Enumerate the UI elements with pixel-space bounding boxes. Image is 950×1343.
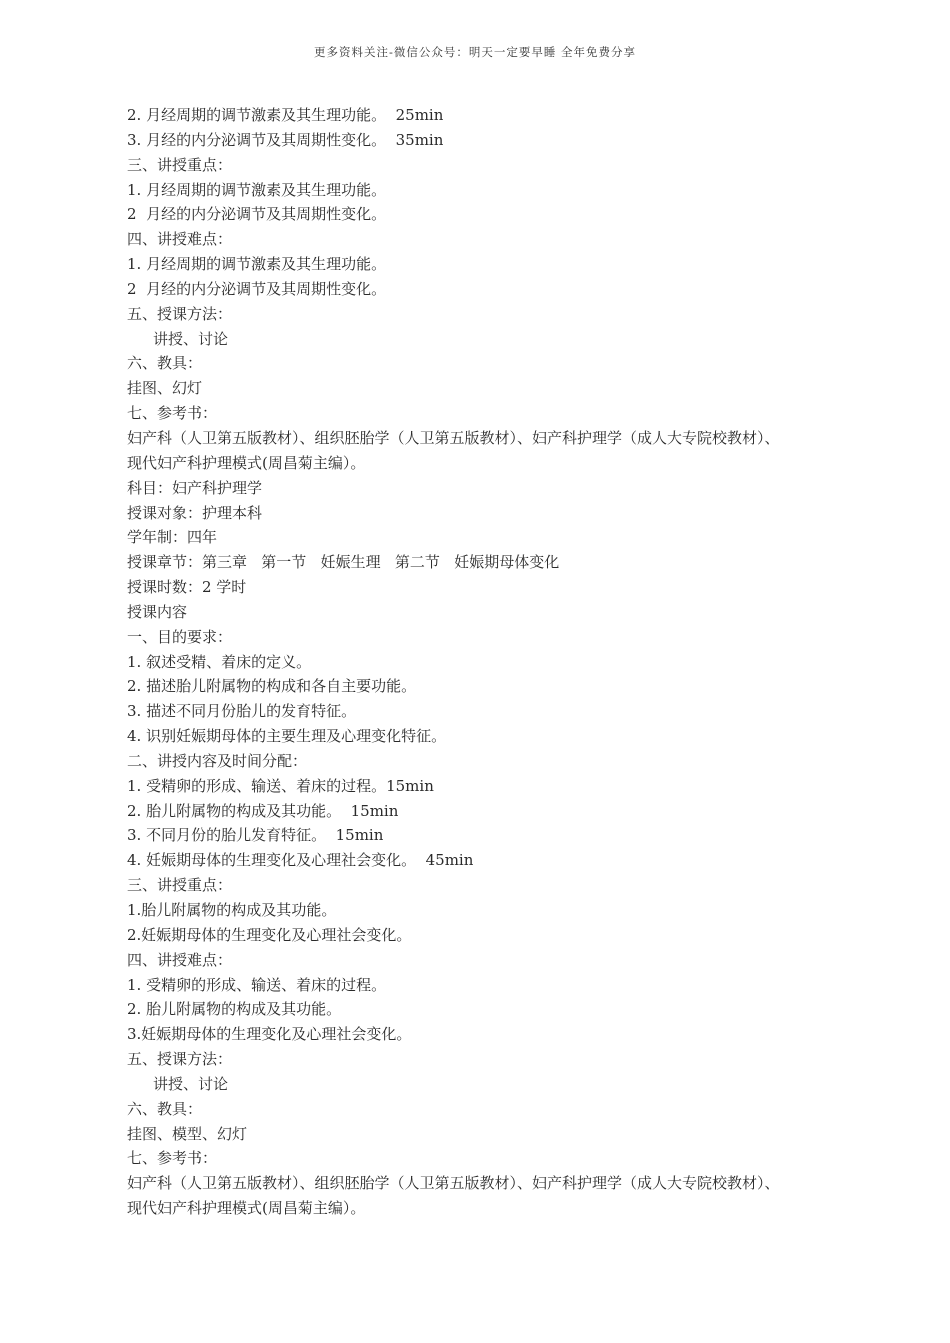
- page-header: 更多资料关注-微信公众号：明天一定要早睡 全年免费分享: [313, 45, 637, 59]
- text-line: 授课对象：护理本科: [127, 503, 263, 522]
- text-line: 授课内容: [127, 602, 188, 621]
- text-line: 2 月经的内分泌调节及其周期性变化。: [127, 205, 387, 224]
- text-line: 3. 描述不同月份胎儿的发育特征。: [127, 702, 357, 721]
- text-line: 2.妊娠期母体的生理变化及心理社会变化。: [127, 925, 412, 944]
- text-line: 1. 受精卵的形成、输送、着床的过程。: [127, 975, 387, 994]
- text-line: 1. 月经周期的调节激素及其生理功能。: [127, 255, 387, 274]
- text-line: 现代妇产科护理模式(周昌菊主编）。: [127, 1199, 366, 1218]
- document-body: [127, 103, 847, 1221]
- section-heading: 四、讲授难点：: [127, 230, 233, 249]
- text-line: 2. 胎儿附属物的构成及其功能。: [127, 1000, 342, 1019]
- text-line: 授课时数：2 学时: [127, 578, 247, 597]
- text-line: 学年制：四年: [127, 528, 218, 547]
- text-line: 3.妊娠期母体的生理变化及心理社会变化。: [127, 1025, 412, 1044]
- section-heading: 七、参考书：: [127, 1149, 218, 1168]
- text-line: 挂图、模型、幻灯: [127, 1124, 248, 1143]
- text-line: 2. 胎儿附属物的构成及其功能。 15min: [127, 801, 399, 820]
- text-line: 3. 月经的内分泌调节及其周期性变化。 35min: [127, 130, 444, 149]
- text-line: 授课章节：第三章 第一节 妊娠生理 第二节 妊娠期母体变化: [127, 553, 560, 572]
- text-line: 妇产科（人卫第五版教材）、组织胚胎学（人卫第五版教材）、妇产科护理学（成人大专院校教材）、: [127, 1174, 780, 1193]
- text-line: 4. 识别妊娠期母体的主要生理及心理变化特征。: [127, 727, 447, 746]
- text-line: 2 月经的内分泌调节及其周期性变化。: [127, 279, 387, 298]
- section-heading: 五、授课方法：: [127, 304, 233, 323]
- text-line: 1. 叙述受精、着床的定义。: [127, 652, 312, 671]
- text-line: 3. 不同月份的胎儿发育特征。 15min: [127, 826, 384, 845]
- section-heading: 三、讲授重点：: [127, 876, 233, 895]
- text-line: 1.胎儿附属物的构成及其功能。: [127, 901, 337, 919]
- text-line: 现代妇产科护理模式(周昌菊主编）。: [127, 453, 366, 472]
- section-heading: 四、讲授难点：: [127, 950, 233, 969]
- text-line: 1. 月经周期的调节激素及其生理功能。: [127, 180, 387, 199]
- text-line: 2. 月经周期的调节激素及其生理功能。 25min: [127, 106, 444, 124]
- text-line: 妇产科（人卫第五版教材）、组织胚胎学（人卫第五版教材）、妇产科护理学（成人大专院校教材）、: [127, 428, 780, 447]
- text-line: 讲授、讨论: [153, 329, 229, 348]
- section-heading: 一、目的要求：: [127, 627, 233, 646]
- text-line: 1. 受精卵的形成、输送、着床的过程。15min: [127, 776, 434, 795]
- text-line: 挂图、幻灯: [127, 379, 203, 398]
- section-heading: 六、教具：: [127, 1099, 203, 1118]
- text-line: 4. 妊娠期母体的生理变化及心理社会变化。 45min: [127, 851, 474, 870]
- section-heading: 五、授课方法：: [127, 1050, 233, 1069]
- text-line: 2. 描述胎儿附属物的构成和各自主要功能。: [127, 677, 417, 696]
- text-line: 科目：妇产科护理学: [127, 478, 263, 497]
- text-line: 讲授、讨论: [153, 1074, 229, 1093]
- section-heading: 七、参考书：: [127, 404, 218, 423]
- section-heading: 三、讲授重点：: [127, 155, 233, 174]
- section-heading: 二、讲授内容及时间分配：: [127, 751, 308, 770]
- section-heading: 六、教具：: [127, 354, 203, 373]
